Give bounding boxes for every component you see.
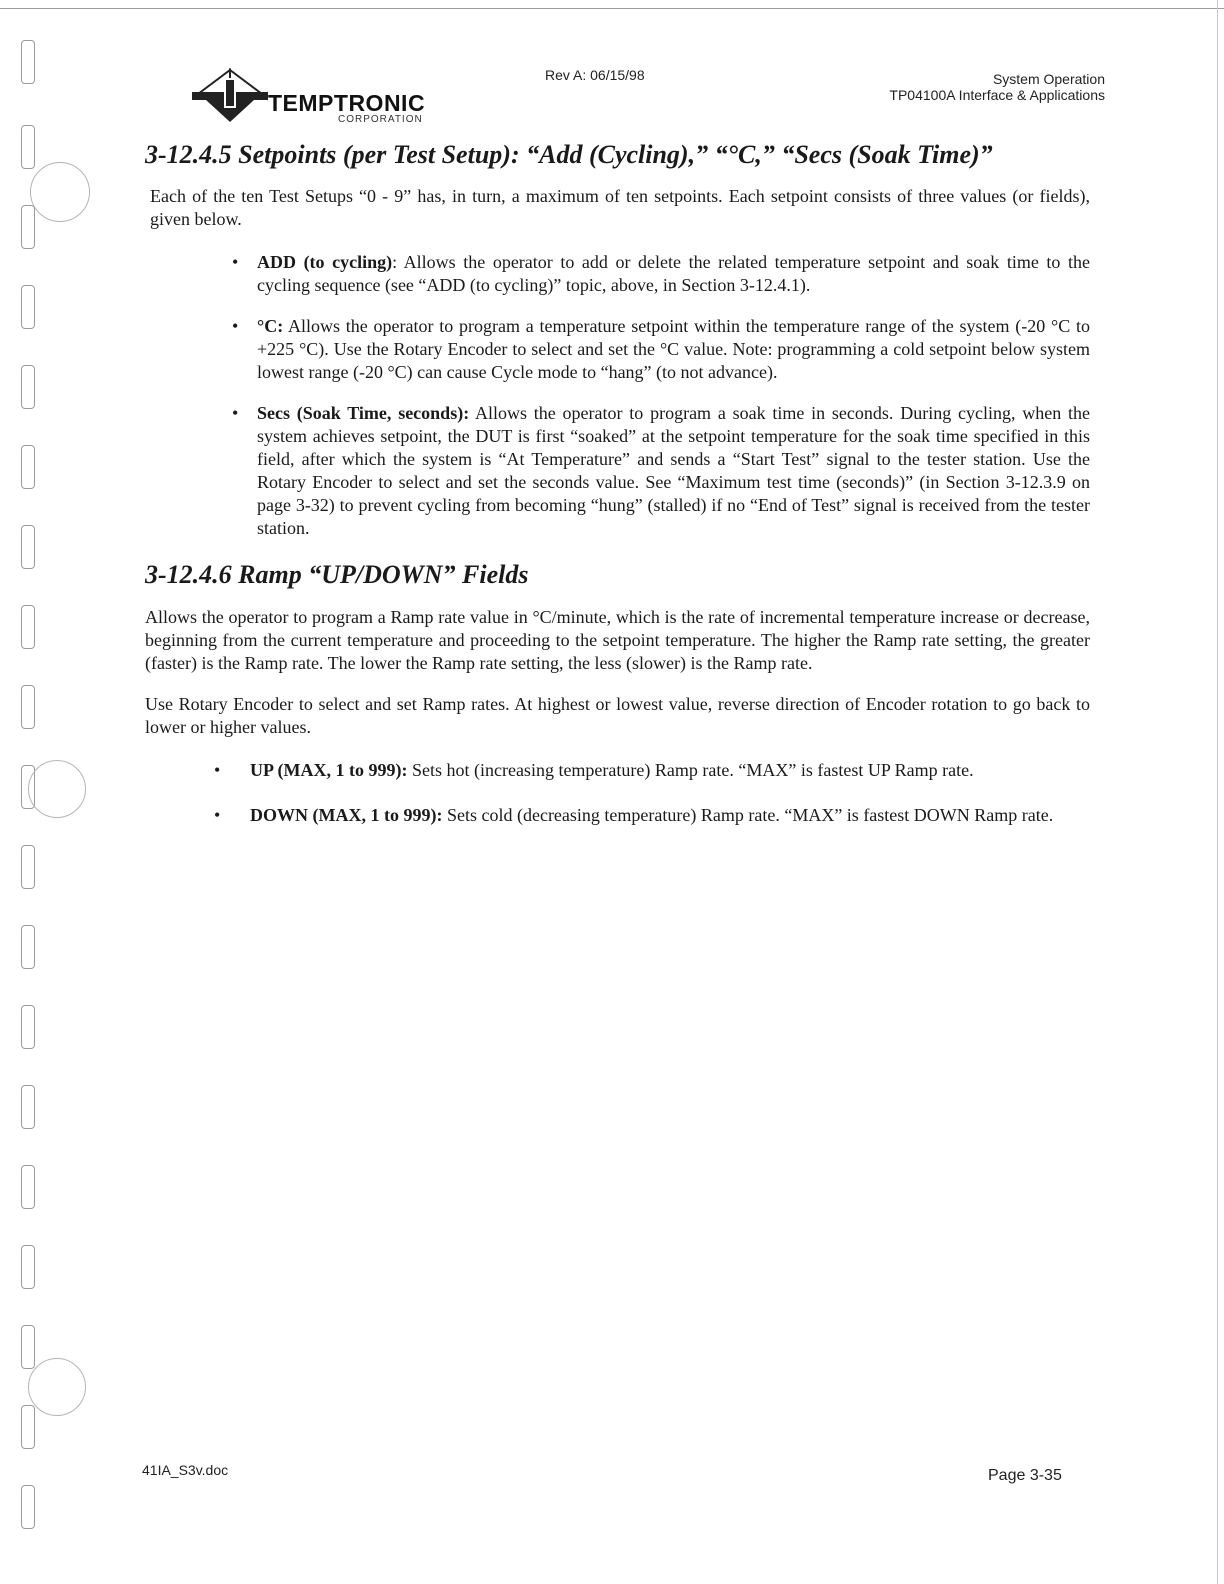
binder-hole bbox=[21, 365, 35, 409]
section-heading-setpoints: 3-12.4.5 Setpoints (per Test Setup): “Add (Cycling),” “°C,” “Secs (Soak Time)” bbox=[145, 140, 993, 169]
binder-hole bbox=[21, 125, 35, 169]
top-edge-line bbox=[0, 8, 1224, 9]
bullet-icon: • bbox=[232, 252, 239, 272]
company-subtitle: CORPORATION bbox=[338, 114, 423, 125]
footer-filename: 41IA_S3v.doc bbox=[142, 1462, 229, 1478]
binder-hole bbox=[21, 925, 35, 969]
binder-hole bbox=[21, 1085, 35, 1129]
list-item bbox=[232, 402, 1090, 540]
section-heading-ramp: 3-12.4.6 Ramp “UP/DOWN” Fields bbox=[145, 560, 529, 589]
list-item bbox=[214, 804, 1090, 827]
binder-hole bbox=[21, 40, 35, 84]
binder-hole bbox=[21, 1245, 35, 1289]
binder-hole bbox=[21, 845, 35, 889]
ramp-encoder-note: Use Rotary Encoder to select and set Ramp rates. At highest or lowest value, reverse direction of Encoder rotation to go back to lower or higher values. bbox=[145, 694, 1090, 737]
punch-circle bbox=[28, 760, 86, 818]
list-item bbox=[214, 759, 1090, 782]
binder-hole bbox=[21, 445, 35, 489]
list-item-text: : Allows the operator to add or delete the related temperature setpoint and soak time to the cycling sequence (see “ADD (to cycling)” topic, above, in Section 3-12.4.1). bbox=[257, 252, 1090, 295]
punch-circle bbox=[28, 1358, 86, 1416]
temptronic-logo-icon bbox=[190, 68, 270, 124]
setpoints-intro: Each of the ten Test Setups “0 - 9” has, in turn, a maximum of ten setpoints. Each setpoint consists of three values (or fields), given below. bbox=[150, 186, 1090, 229]
punch-circle bbox=[30, 162, 90, 222]
bullet-icon: • bbox=[214, 805, 221, 825]
header-doc-info bbox=[889, 71, 1105, 103]
binder-hole bbox=[21, 685, 35, 729]
binder-hole bbox=[21, 285, 35, 329]
binder-hole bbox=[21, 1005, 35, 1049]
bullet-icon: • bbox=[214, 760, 221, 780]
list-item-term: DOWN (MAX, 1 to 999): bbox=[250, 805, 443, 825]
binder-hole bbox=[21, 205, 35, 249]
page-number: Page 3-35 bbox=[988, 1467, 1062, 1484]
company-logo bbox=[190, 68, 450, 124]
list-item-term: °C: bbox=[257, 316, 284, 336]
bullet-icon: • bbox=[232, 316, 239, 336]
revision-date: Rev A: 06/15/98 bbox=[545, 67, 645, 83]
list-item bbox=[232, 251, 1090, 297]
page-content bbox=[145, 138, 1090, 849]
binder-hole bbox=[21, 1165, 35, 1209]
binder-hole bbox=[21, 525, 35, 569]
company-name: TEMPTRONIC bbox=[268, 90, 426, 116]
list-item-text: Allows the operator to program a temperature setpoint within the temperature range of the system (-20 °C to +225 °C). Use the Rotary Encoder to select and set the °C value. Note: programming a cold setpoint below system lowest range (-20 °C) can cause Cycle mode to “hang” (to not advance). bbox=[257, 316, 1090, 382]
ramp-description: Allows the operator to program a Ramp rate value in °C/minute, which is the rate of incremental temperature increase or decrease, beginning from the current temperature and proceeding to the setpoint temperature. The higher the Ramp rate setting, the greater (faster) is the Ramp rate. The lower the Ramp rate setting, the less (slower) is the Ramp rate. bbox=[145, 607, 1090, 673]
bullet-icon: • bbox=[232, 403, 239, 423]
binder-hole bbox=[21, 605, 35, 649]
list-item-text: Sets hot (increasing temperature) Ramp rate. “MAX” is fastest UP Ramp rate. bbox=[407, 760, 974, 780]
list-item-term: UP (MAX, 1 to 999): bbox=[250, 760, 408, 780]
setpoint-fields-list bbox=[232, 251, 1090, 540]
list-item bbox=[232, 315, 1090, 384]
list-item-term: Secs (Soak Time, seconds): bbox=[257, 403, 470, 423]
section-name: System Operation bbox=[992, 71, 1105, 87]
binder-hole bbox=[21, 1325, 35, 1369]
list-item-term: ADD (to cycling) bbox=[257, 252, 393, 272]
right-edge-line bbox=[1217, 0, 1218, 1584]
ramp-fields-list bbox=[214, 759, 1090, 827]
binder-hole bbox=[21, 1405, 35, 1449]
page-header bbox=[190, 64, 1105, 124]
list-item-text: Sets cold (decreasing temperature) Ramp rate. “MAX” is fastest DOWN Ramp rate. bbox=[442, 805, 1054, 825]
binder-hole bbox=[21, 1485, 35, 1529]
document-title: TP04100A Interface & Applications bbox=[889, 87, 1105, 103]
list-item-text: Allows the operator to program a soak time in seconds. During cycling, when the system achieves setpoint, the DUT is first “soaked” at the setpoint temperature for the soak time specified in this field, after which the system is “At Temperature” and sends a “Start Test” signal to the tester station. Use the Rotary Encoder to select and set the seconds value. See “Maximum test time (seconds)” (in Section 3-12.3.9 on page 3-32) to prevent cycling from becoming “hung” (stalled) if no “End of Test” signal is received from the tester station. bbox=[257, 403, 1090, 538]
